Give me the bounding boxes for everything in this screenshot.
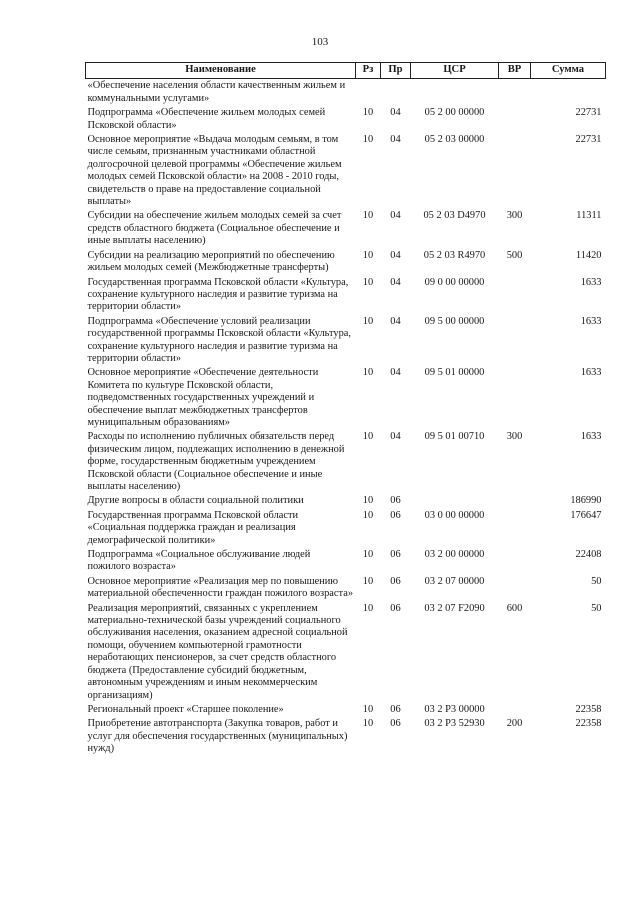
budget-table [85,62,606,757]
row-rz: 10 [362,249,374,261]
row-sum: 22358 [575,718,602,730]
row-vr [499,494,531,508]
table-row [86,249,606,276]
row-csr: 05 2 03 D4970 [423,210,486,222]
row-name: Подпрограмма «Обеспечение жильем молодых семей Псковской области» [87,107,326,131]
row-pr: 04 [390,134,401,146]
row-pr: 04 [390,367,401,379]
row-vr [499,106,531,133]
table-row [86,575,606,602]
row-csr: 09 5 01 00000 [424,367,485,379]
row-vr [499,79,531,106]
row-pr: 06 [390,549,401,561]
table-row [86,315,606,367]
row-csr: 05 2 03 R4970 [423,249,486,261]
row-pr: 04 [390,431,401,443]
table-row [86,209,606,248]
row-pr: 06 [390,575,401,587]
row-rz [356,79,381,106]
header-sum: Сумма [531,63,606,79]
row-name: Субсидии на реализацию мероприятий по обеспечению жильем молодых семей (Межбюджетные трансферты) [87,249,335,274]
row-vr: 200 [506,718,523,730]
row-csr: 05 2 00 00000 [424,107,485,119]
table-row [86,548,606,575]
table-row [86,703,606,717]
row-vr: 300 [506,431,523,443]
table-row [86,276,606,315]
table-row [86,430,606,494]
row-rz: 10 [362,107,374,119]
row-vr [499,276,531,315]
row-rz: 10 [362,495,374,507]
table-row [86,509,606,548]
table-row [86,602,606,703]
row-name: Расходы по исполнению публичных обязательств перед физическим лицом, подлежащих исполнению в денежной форме, государственным бюджетным учреждением Псковской области (Социальное обеспечение и иные выплаты населению) [87,431,345,492]
row-sum: 22358 [575,703,602,715]
row-vr [499,575,531,602]
row-name: Реализация мероприятий, связанных с укреплением материально-технической базы учреждений социального обслуживания населения, оказанием адресной социальной помощи, обучением компьютерной грамотности неработающих пенсионеров, за счет средств областного бюджета (Предоставление субсидий бюджетным, автономным учреждениям и иным некоммерческим организациям) [87,602,348,701]
table-row [86,494,606,508]
row-csr: 03 2 07 00000 [424,575,485,587]
row-pr: 06 [390,718,401,730]
row-rz: 10 [362,431,374,443]
row-vr [499,509,531,548]
header-vr: ВР [499,63,531,79]
row-name: Подпрограмма «Обеспечение условий реализации государственной программы Псковской области «Культура, сохранение культурного наследия и развитие туризма на территории области» [87,315,352,364]
row-rz: 10 [362,575,374,587]
table-row [86,717,606,756]
row-sum: 11420 [575,249,602,261]
row-csr: 09 5 00 00000 [424,315,485,327]
row-csr: 03 2 P3 00000 [424,703,485,715]
row-name: Государственная программа Псковской области «Культура, сохранение культурного наследия и развитие туризма на территории области» [87,276,349,313]
row-pr: 04 [390,107,401,119]
row-rz: 10 [362,367,374,379]
row-csr: 03 2 P3 52930 [424,718,485,730]
row-pr: 06 [390,602,401,614]
row-csr: 05 2 03 00000 [424,134,485,146]
row-name: Подпрограмма «Социальное обслуживание людей пожилого возраста» [87,549,311,573]
row-vr [499,703,531,717]
row-name: Основное мероприятие «Обеспечение деятельности Комитета по культуре Псковской области, подведомственных государственных учреждений и обеспечение выплат межбюджетных трансфертов муниципальным образованиям» [87,367,319,428]
row-rz: 10 [362,276,374,288]
row-vr [499,366,531,430]
row-rz: 10 [362,703,374,715]
row-sum: 1633 [580,431,602,443]
table-row [86,106,606,133]
row-pr: 06 [390,703,401,715]
page-number: 103 [311,36,329,48]
row-sum: 22408 [575,549,602,561]
table-header-row [86,63,606,79]
row-sum: 22731 [575,107,602,119]
row-name: Другие вопросы в области социальной политики [87,495,304,507]
row-sum: 1633 [580,367,602,379]
row-csr: 03 2 07 F2090 [424,602,485,614]
table-row [86,79,606,106]
row-sum: 22731 [575,134,602,146]
row-sum: 176647 [570,509,602,521]
row-vr: 500 [506,249,523,261]
row-csr: 03 0 00 00000 [424,509,485,521]
row-vr [499,315,531,367]
row-csr: 09 0 00 00000 [424,276,485,288]
header-name: Наименование [86,63,356,79]
row-rz: 10 [362,210,374,222]
row-pr: 04 [390,210,401,222]
row-rz: 10 [362,315,374,327]
row-vr [499,548,531,575]
row-sum [531,79,606,106]
row-name: Субсидии на обеспечение жильем молодых семей за счет средств областного бюджета (Социальное обеспечение и иные выплаты населению) [87,210,342,247]
row-pr [381,79,411,106]
row-rz: 10 [362,134,374,146]
row-pr: 04 [390,315,401,327]
row-csr [411,79,499,106]
row-name: Приобретение автотранспорта (Закупка товаров, работ и услуг для обеспечения государственных (муниципальных) нужд) [87,718,348,755]
row-rz: 10 [362,602,374,614]
row-pr: 06 [390,495,401,507]
row-vr: 300 [506,210,523,222]
row-csr [411,494,499,508]
row-csr: 03 2 00 00000 [424,549,485,561]
row-rz: 10 [362,549,374,561]
row-sum: 186990 [570,495,602,507]
row-name: «Обеспечение населения области качественным жильем и коммунальными услугами» [87,80,346,104]
table-row [86,133,606,209]
table-row [86,366,606,430]
row-sum: 11311 [576,210,602,222]
row-name: Государственная программа Псковской области «Социальная поддержка граждан и реализация демографической политики» [87,509,299,546]
row-sum: 50 [591,602,602,614]
row-name: Региональный проект «Старшее поколение» [87,703,284,715]
row-name: Основное мероприятие «Реализация мер по повышению материальной обеспеченности граждан пожилого возраста» [87,575,354,600]
row-sum: 1633 [580,315,602,327]
row-sum: 50 [591,575,602,587]
header-csr: ЦСР [411,63,499,79]
header-rz: Рз [356,63,381,79]
row-csr: 09 5 01 00710 [424,431,485,443]
row-vr: 600 [506,602,523,614]
row-rz: 10 [362,509,374,521]
row-vr [499,133,531,209]
row-pr: 06 [390,509,401,521]
row-rz: 10 [362,718,374,730]
row-name: Основное мероприятие «Выдача молодым семьям, в том числе семьям, признанным участниками областной долгосрочной целевой программы «Обеспечение жильем молодых семей Псковской области» на 2008 - 2010 годы, свидетельств о праве на предоставление социальной выплаты» [87,134,342,208]
row-pr: 04 [390,276,401,288]
row-pr: 04 [390,249,401,261]
header-pr: Пр [381,63,411,79]
row-sum: 1633 [580,276,602,288]
